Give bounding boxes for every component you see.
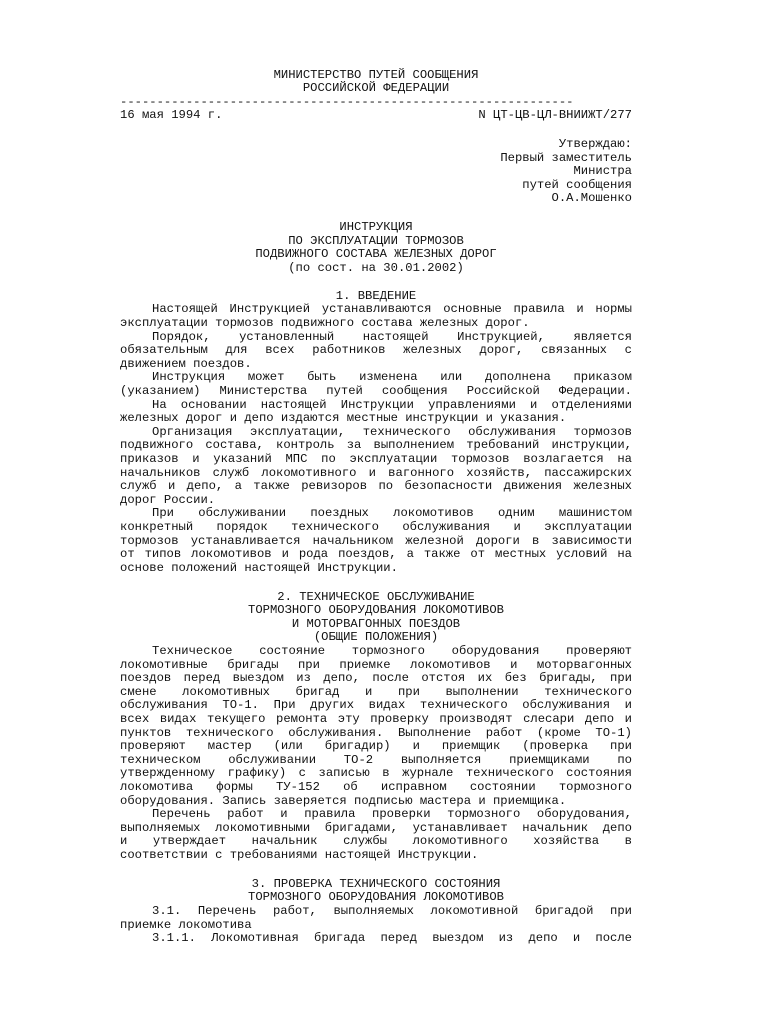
text-line: Перечень работ и правила проверки тормозного оборудования, [152,807,632,821]
text-line: обслуживания ТО-1. При других видах технического обслуживания и [120,698,632,712]
text-line: обязательным для всех работников железных дорог, связанных с [120,343,632,357]
ministry-title-line1: МИНИСТЕРСТВО ПУТЕЙ СООБЩЕНИЯ [273,68,479,82]
header-rule: -------------------------------------------------------------- [120,96,574,109]
approval-line: Министра [573,164,632,178]
document-number: N ЦТ-ЦВ-ЦЛ-ВНИИЖТ/277 [478,108,632,122]
text-line: выполняемых локомотивными бригадами, устанавливает начальник депо [120,821,632,835]
text-line: техническом обслуживании ТО-2 выполняется приемщиками по [120,753,632,767]
text-line: от типов локомотивов и рода поездов, а также от местных условий на [120,547,632,561]
text-line: оборудования. Запись заверяется подписью мастера и приемщика. [120,794,567,808]
approval-line: Утверждаю: [558,137,632,151]
text-line: локомотива формы ТУ-152 об исправном состоянии тормозного [120,780,632,794]
section-heading: 1. ВВЕДЕНИЕ [335,289,417,303]
approval-line: путей сообщения [522,178,632,192]
text-line: движением поездов. [120,357,252,371]
document-title: ПОДВИЖНОГО СОСТАВА ЖЕЛЕЗНЫХ ДОРОГ [255,247,497,261]
text-line: (указанием) Министерства путей сообщения Российской Федерации. [120,384,632,398]
text-line: 3.1.1. Локомотивная бригада перед выездом из депо и после [152,931,632,945]
text-line: подвижного состава, контроль за выполнением требований инструкции, [120,438,632,452]
text-line: смене локомотивных бригад и при выполнении технического [120,685,632,699]
ministry-title-line2: РОССИЙСКОЙ ФЕДЕРАЦИИ [302,81,450,95]
text-line: приказов и указаний МПС по эксплуатации тормозов возлагается на [120,452,632,466]
approval-line: Первый заместитель [500,151,632,165]
text-line: дорог России. [120,493,216,507]
section-heading: ТОРМОЗНОГО ОБОРУДОВАНИЯ ЛОКОМОТИВОВ [248,890,504,904]
text-line: На основании настоящей Инструкции управлениями и отделениями [152,398,632,412]
text-line: начальников служб локомотивного и вагонного хозяйств, пассажирских [120,466,632,480]
text-line: Порядок, установленный настоящей Инструкцией, является [152,330,632,344]
text-line: тормозов устанавливается начальником железной дороги в зависимости [120,534,632,548]
text-line: Настоящей Инструкцией устанавливаются основные правила и нормы [152,302,632,316]
section-heading: И МОТОРВАГОННЫХ ПОЕЗДОВ [291,617,461,631]
text-line: При обслуживании поездных локомотивов одним машинистом [152,506,632,520]
text-line: 3.1. Перечень работ, выполняемых локомотивной бригадой при [152,904,632,918]
document-edition: (по сост. на 30.01.2002) [288,261,464,275]
text-line: всех видах текущего ремонта эту проверку производят слесари депо и [120,712,632,726]
text-line: соответствии с требованиями настоящей Инструкции. [120,848,479,862]
text-line: и утверждает начальник службы локомотивного хозяйства в [120,834,632,848]
section-heading: 2. ТЕХНИЧЕСКОЕ ОБСЛУЖИВАНИЕ [277,590,475,604]
section-heading: ТОРМОЗНОГО ОБОРУДОВАНИЯ ЛОКОМОТИВОВ [248,603,504,617]
text-line: поездов перед выездом из депо, после отстоя их без бригады, при [120,671,632,685]
approval-signatory: О.А.Мошенко [551,191,632,205]
section-heading: 3. ПРОВЕРКА ТЕХНИЧЕСКОГО СОСТОЯНИЯ [251,877,501,891]
text-line: конкретный порядок технического обслуживания и эксплуатации [120,520,632,534]
section-heading: (ОБЩИЕ ПОЛОЖЕНИЯ) [313,630,439,644]
text-line: Организация эксплуатации, технического обслуживания тормозов [152,425,632,439]
document-date: 16 мая 1994 г. [120,108,223,122]
text-line: локомотивные бригады при приемке локомотивов и моторвагонных [120,658,632,672]
text-line: железных дорог и депо издаются местные инструкции и указания. [120,411,567,425]
text-line: Техническое состояние тормозного оборудования проверяют [152,644,632,658]
document-title: ИНСТРУКЦИЯ [339,220,413,234]
text-line: Инструкция может быть изменена или дополнена приказом [152,370,632,384]
text-line: пунктов технического обслуживания. Выполнение работ (кроме ТО-1) [120,726,632,740]
text-line: эксплуатации тормозов подвижного состава железных дорог. [120,316,530,330]
text-line: приемке локомотива [120,918,252,932]
text-line: основе положений настоящей Инструкции. [120,561,398,575]
text-line: утвержденному графику) с записью в журнале технического состояния [120,766,632,780]
text-line: служб и депо, а также ревизоров по безопасности движения железных [120,479,632,493]
text-line: проверяют мастер (или бригадир) и приемщик (проверка при [120,739,632,753]
document-title: ПО ЭКСПЛУАТАЦИИ ТОРМОЗОВ [288,234,464,248]
